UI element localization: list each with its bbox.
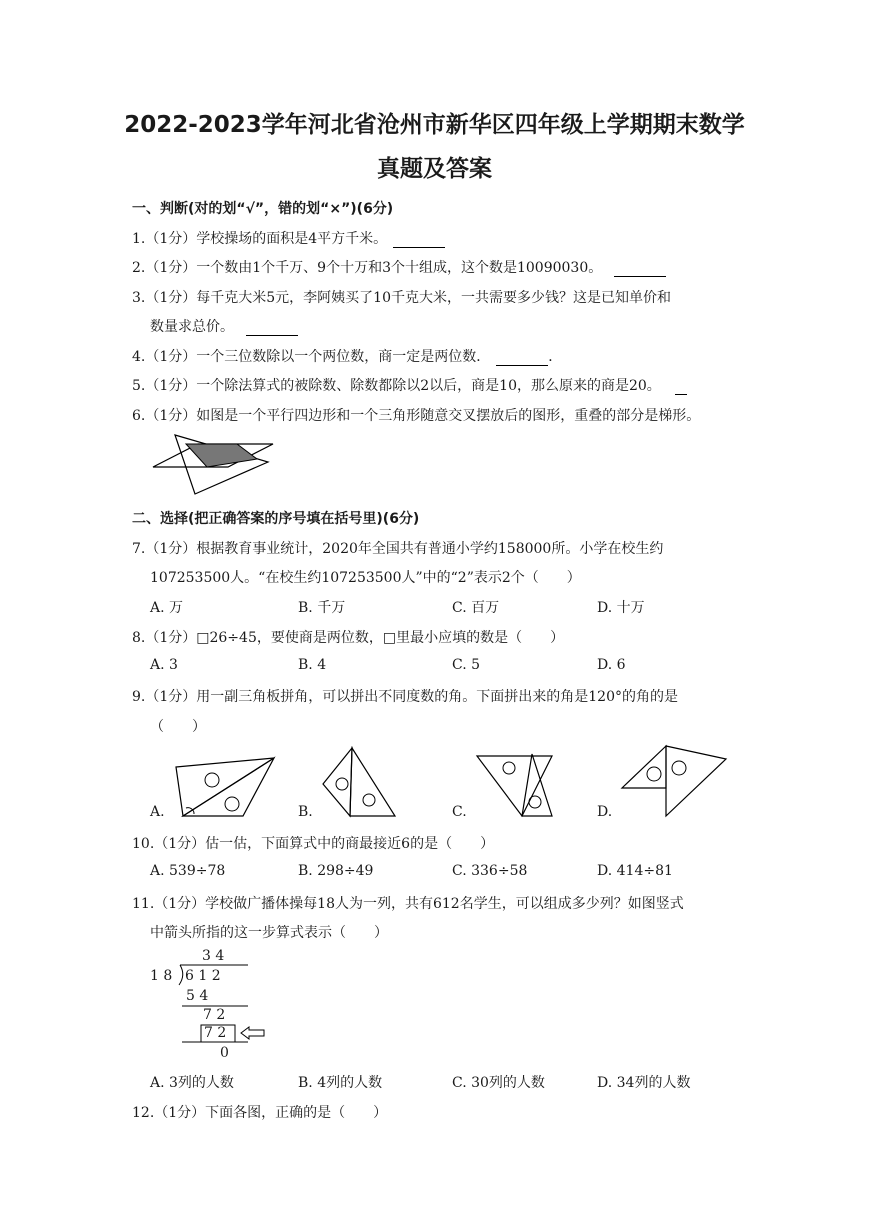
question-11-line2: 中箭头所指的这一步算式表示（ ） [150, 925, 388, 941]
q7-option-a[interactable]: A. 万 [150, 600, 184, 616]
q8-option-d[interactable]: D. 6 [597, 657, 626, 673]
q9-figure-d [618, 742, 730, 818]
question-6-text: 6.（1分）如图是一个平行四边形和一个三角形随意交叉摆放后的图形，重叠的部分是梯形。 [132, 408, 701, 424]
q10-option-a[interactable]: A. 539÷78 [150, 863, 226, 879]
question-2-text: 2.（1分）一个数由1个千万、9个十万和3个十组成，这个数是10090030。 [132, 260, 603, 276]
q9-figure-c [472, 750, 557, 818]
q10-option-d[interactable]: D. 414÷81 [597, 863, 673, 879]
question-3-line1: 3.（1分）每千克大米5元，李阿姨买了10千克大米，一共需要多少钱？这是已知单价和 [132, 290, 671, 306]
q10-option-c[interactable]: C. 336÷58 [452, 863, 528, 879]
arrow-left-icon [240, 1025, 266, 1041]
section-judgement-heading: 一、判断(对的划“√”，错的划“×”)(6分) [132, 201, 394, 217]
question-7-line1: 7.（1分）根据教育事业统计，2020年全国共有普通小学约158000所。小学在校生约 [132, 541, 664, 557]
question-3-text: 数量求总价。 [150, 319, 234, 335]
question-4-text: 4.（1分）一个三位数除以一个两位数，商一定是两位数． [132, 349, 491, 365]
q11-option-d[interactable]: D. 34列的人数 [597, 1075, 691, 1091]
question-5 [132, 375, 687, 395]
q9-option-c[interactable]: C. [452, 804, 467, 820]
division-quotient: 3 4 [202, 948, 225, 964]
division-step3: 7 2 [204, 1025, 227, 1041]
answer-blank-5[interactable] [675, 380, 687, 395]
question-3-line2 [150, 316, 298, 336]
division-step1: 5 4 [186, 988, 209, 1004]
q11-option-c[interactable]: C. 30列的人数 [452, 1075, 545, 1091]
answer-blank-3[interactable] [246, 321, 298, 336]
division-dividend: 6 1 2 [185, 968, 221, 984]
q10-option-b[interactable]: B. 298÷49 [298, 863, 374, 879]
q9-figure-b [320, 746, 400, 818]
division-remainder: 0 [220, 1045, 229, 1061]
q8-option-b[interactable]: B. 4 [298, 657, 327, 673]
q8-option-c[interactable]: C. 5 [452, 657, 481, 673]
question-6 [132, 405, 700, 425]
question-7-line2: 107253500人。“在校生约107253500人”中的“2”表示2个（ ） [150, 570, 581, 586]
q8-option-a[interactable]: A. 3 [150, 657, 178, 673]
question-1 [132, 228, 445, 248]
question-1-text: 1.（1分）学校操场的面积是4平方千米。 [132, 231, 388, 247]
q7-option-c[interactable]: C. 百万 [452, 600, 500, 616]
question-4-tail: ． [548, 349, 563, 365]
question-12: 12.（1分）下面各图，正确的是（ ） [132, 1105, 388, 1121]
q11-option-a[interactable]: A. 3列的人数 [150, 1075, 234, 1091]
question-2 [132, 257, 666, 277]
q9-option-d[interactable]: D. [597, 804, 613, 820]
parallelogram-triangle-figure [150, 432, 275, 497]
question-10: 10.（1分）估一估，下面算式中的商最接近6的是（ ） [132, 836, 495, 852]
answer-blank-2[interactable] [614, 262, 666, 277]
q9-option-b[interactable]: B. [298, 804, 313, 820]
q7-option-d[interactable]: D. 十万 [597, 600, 645, 616]
q7-option-b[interactable]: B. 千万 [298, 600, 346, 616]
question-8: 8.（1分）□26÷45，要使商是两位数，□里最小应填的数是（ ） [132, 630, 565, 646]
question-4 [132, 346, 562, 366]
page-title-line2: 真题及答案 [377, 156, 492, 182]
question-11-line1: 11.（1分）学校做广播体操每18人为一列，共有612名学生，可以组成多少列？如图竖式 [132, 896, 684, 912]
page-title-line1: 2022-2023学年河北省沧州市新华区四年级上学期期末数学 [124, 112, 745, 138]
highlight-box [201, 1025, 235, 1042]
section-choice-heading: 二、选择(把正确答案的序号填在括号里)(6分) [132, 511, 420, 527]
question-9-line2: （ ） [150, 719, 206, 735]
q9-figure-a [170, 752, 280, 818]
question-5-text: 5.（1分）一个除法算式的被除数、除数都除以2以后，商是10，那么原来的商是20。 [132, 378, 661, 394]
q11-option-b[interactable]: B. 4列的人数 [298, 1075, 383, 1091]
division-step2: 7 2 [203, 1007, 226, 1023]
q9-option-a[interactable]: A. [150, 804, 165, 820]
question-9-line1: 9.（1分）用一副三角板拼角，可以拼出不同度数的角。下面拼出来的角是120°的角的是 [132, 689, 678, 705]
answer-blank-4[interactable] [496, 351, 548, 366]
division-divisor: 1 8 [150, 968, 173, 984]
answer-blank-1[interactable] [393, 233, 445, 248]
